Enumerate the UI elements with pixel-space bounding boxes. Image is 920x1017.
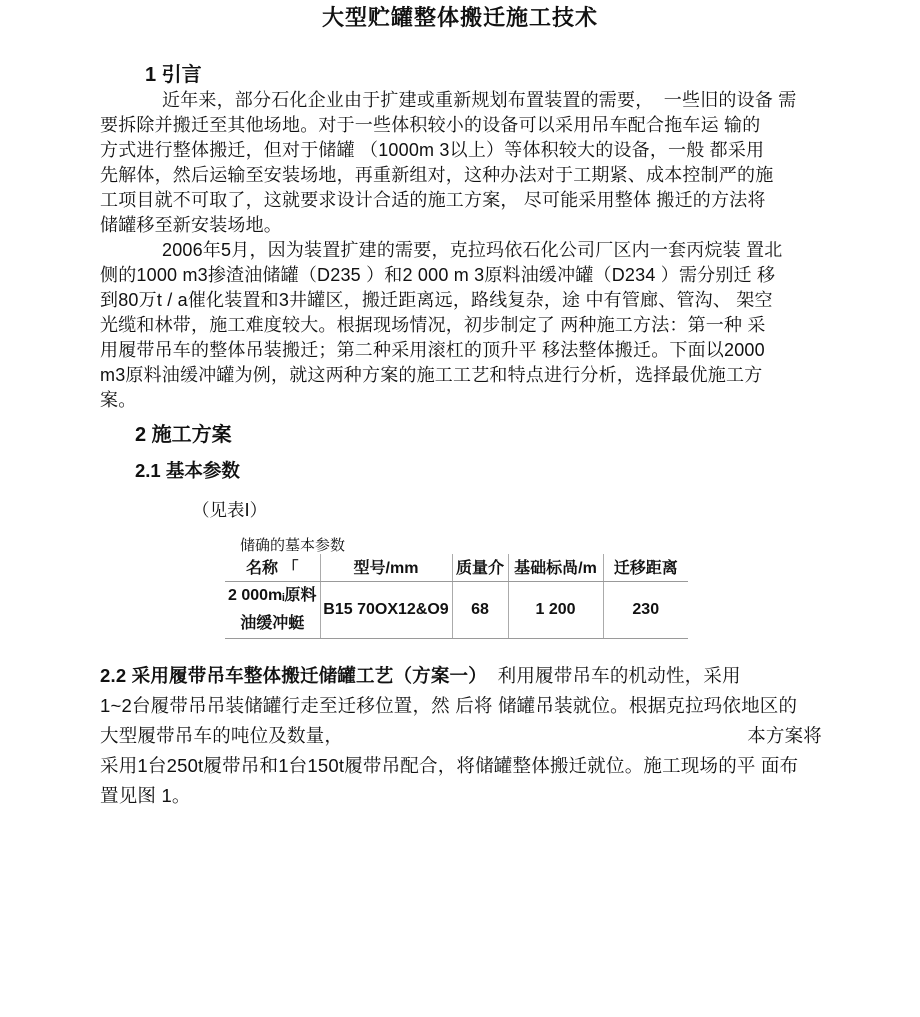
tank-name-line1: 2 000mᵢ原料: [227, 587, 317, 604]
text-span: 本方案将: [747, 725, 822, 746]
cell-mass: 68: [452, 582, 508, 639]
cell-elevation: 1 200: [508, 582, 603, 639]
cell-model: B15 70OX12&O9: [320, 582, 452, 639]
text-line: 近年来，部分石化企业由于扩建或重新规划布置装置的需要， 一些旧的设备 需: [162, 90, 797, 110]
tank-parameters-table: [225, 554, 688, 639]
column-header-mass: 质量介: [452, 554, 508, 582]
section-2-2: [100, 661, 822, 811]
text-line: [100, 721, 822, 751]
text-line: 2006年5月，因为装置扩建的需要，克拉玛依石化公司厂区内一套丙烷装 置北: [162, 240, 783, 260]
column-header-elevation: 基础标咼/m: [508, 554, 603, 582]
text-line: 1~2台履带吊吊装储罐行走至迁移位置，然 后将 储罐吊装就位。根据克拉玛依地区的: [100, 695, 798, 716]
heading-introduction: 1 引言: [145, 64, 202, 86]
text-span: 大型履带吊车的吨位及数量，: [100, 725, 344, 746]
table-row: [225, 582, 688, 639]
table-header-row: [225, 554, 688, 582]
paragraph-intro-2: [100, 238, 822, 413]
text-line: 案。: [100, 390, 137, 410]
text-line: 用履带吊车的整体吊装搬迁；第二种采用滚杠的顶升平 移法整体搬迁。下面以2000: [100, 340, 765, 360]
text-line: 到80万t / a催化装置和3井罐区，搬迁距离远，路线复杂，途 中有管廊、管沟、 架空: [100, 290, 773, 310]
text-line: 储罐移至新安装场地。: [100, 215, 282, 235]
text-span: 利用履带吊车的机动性，采用: [486, 665, 741, 686]
column-header-distance: 迁移距离: [603, 554, 688, 582]
table-caption: 储确的墓本参数: [240, 537, 346, 554]
text-line: 要拆除并搬迁至其他场地。对于一些体积较小的设备可以采用吊车配合拖车运 输的: [100, 115, 761, 135]
text-line: 采用1台250t履带吊和1台150t履带吊配合，将储罐整体搬迁就位。施工现场的平 面布: [100, 755, 799, 776]
heading-crane-method: 2.2 采用履带吊车整体搬迁储罐工艺（方案一）: [100, 665, 487, 686]
text-line: 光缆和林带，施工难度较大。根据现场情况，初步制定了 两种施工方法：第一种 采: [100, 315, 766, 335]
heading-construction-plan: 2 施工方案: [135, 424, 232, 446]
cell-tank-name: [225, 582, 320, 639]
column-header-model: 型号/mm: [320, 554, 452, 582]
tank-name-line2: 油缓冲蜓: [240, 615, 305, 632]
column-header-name: 名称 「: [225, 554, 320, 582]
text-line: 工项目就不可取了，这就要求设计合适的施工方案， 尽可能采用整体 搬迁的方法将: [100, 190, 766, 210]
cell-distance: 230: [603, 582, 688, 639]
page-title: 大型贮罐整体搬迁施工技术: [321, 5, 598, 30]
text-line: m3原料油缓冲罐为例，就这两种方案的施工工艺和特点进行分析，选择最优施工方: [100, 365, 763, 385]
text-line: [100, 661, 822, 691]
paragraph-intro-1: [100, 88, 822, 238]
text-line: 侧的1000 m3掺渣油储罐（D235 ）和2 000 m 3原料油缓冲罐（D234 ）需分别迁 移: [100, 265, 776, 285]
text-line: 先解体，然后运输至安装场地，再重新组对，这种办法对于工期紧、成本控制严的施: [100, 165, 774, 185]
table-reference: （见表Ⅰ）: [192, 500, 268, 520]
text-line: 方式进行整体搬迁，但对于储罐 （1000m 3以上）等体积较大的设备，一般 都采用: [100, 140, 765, 160]
text-line: 置见图 1。: [100, 785, 191, 806]
heading-basic-parameters: 2.1 基本参数: [135, 460, 240, 481]
